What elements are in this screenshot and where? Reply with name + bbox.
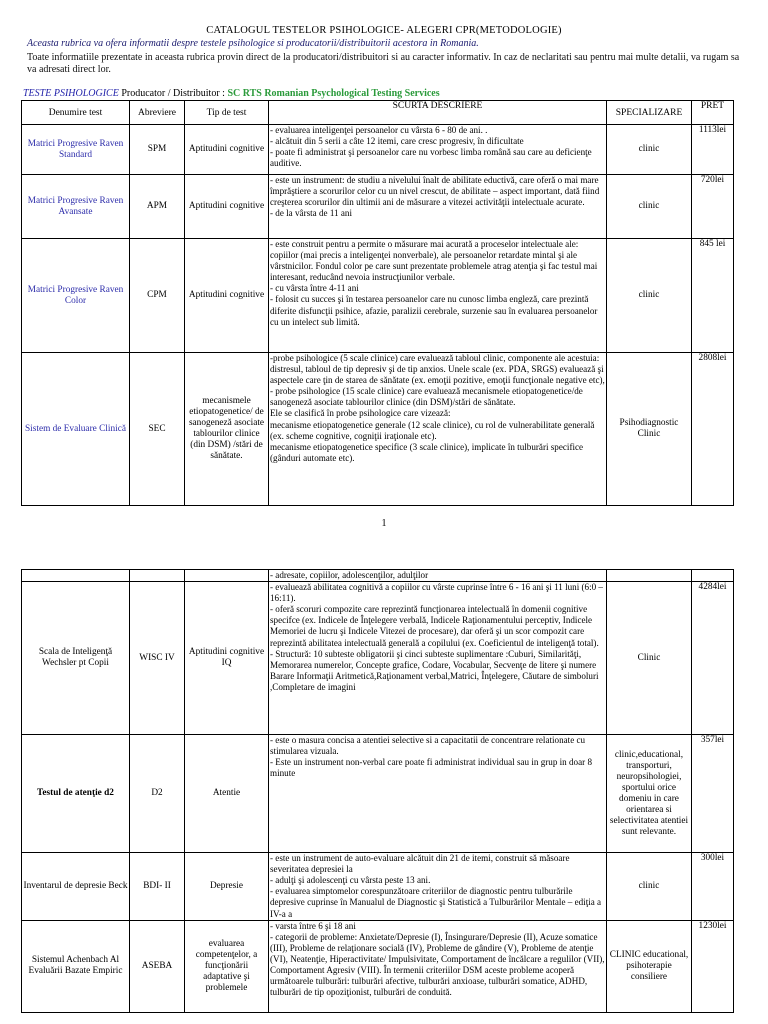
test-price: 845 lei (692, 239, 734, 353)
description-line: - folosit cu succes şi în testarea persoanelor care nu cunosc limba engleză, care prezintă diferite disfuncţii psihice, afazie, paralizii cerebrale, surzenie sau în evaluarea persoanelor cu un intelect sub limită. (270, 294, 598, 327)
test-description (269, 853, 607, 921)
table-row (22, 175, 734, 239)
header-abbr: Abreviere (130, 101, 185, 125)
test-description (269, 239, 607, 353)
test-name: Testul de atenţie d2 (22, 735, 130, 853)
test-name: Matrici Progresive Raven Standard (22, 125, 130, 175)
table-row (22, 853, 734, 921)
test-specialization (607, 570, 692, 582)
test-type: Atentie (185, 735, 269, 853)
table-header-row (22, 101, 734, 125)
test-specialization: CLINIC educational, psihoterapie consiliere (607, 920, 692, 1012)
test-description (269, 582, 607, 735)
header-type: Tip de test (185, 101, 269, 125)
test-name: Sistemul Achenbach Al Evaluării Bazate Empiric (22, 920, 130, 1012)
test-specialization: clinic (607, 853, 692, 921)
test-abbreviation: D2 (130, 735, 185, 853)
description-line: - probe psihologice (15 scale clinice) care evaluează mecanismele etiopatogenetice/de sanogeneză asociate tablourilor clinice (din DSM)/stări de sănătate. (270, 386, 583, 408)
test-specialization: clinic (607, 175, 692, 239)
description-line: - este un instrument: de studiu a nivelului înalt de abilitate eductivă, care oferă o mai mare împrăştiere a scorurilor celor cu un nivel crescut, de abilitate – aspect important, dată fiind creşterea scorurilor din ultimii ani de măsurare a vitezei activităţii intelectuale acurate. (270, 175, 600, 208)
description-line: - Este un instrument non-verbal care poate fi administrat individual sau in grup in doar 8 minute (270, 757, 592, 779)
test-description (269, 353, 607, 506)
test-abbreviation (130, 570, 185, 582)
tests-table-page2 (21, 569, 734, 1013)
test-price (692, 570, 734, 582)
tests-table-page1 (21, 100, 734, 506)
description-line: mecanisme etiopatogenetice generale (12 scale clinice), cu rol de vulnerabilitate generală (ex. scheme cognitive, cogniţii iraţionale etc). (270, 419, 595, 441)
test-price: 720lei (692, 175, 734, 239)
description-line: - Structură: 10 subteste obligatorii şi cinci subteste suplimentare :Cuburi, Similarităţi, Memorarea numerelor, Concepte grafice, Codare, Vocabular, Secvenţe de litere şi numere Barare Informaţii Aritmetică,Raţionament verbal,Matrici, Înţelegere, Căutare de simboluri ,Completare de imagini (270, 648, 599, 692)
test-price: 4284lei (692, 582, 734, 735)
test-name: Inventarul de depresie Beck (22, 853, 130, 921)
test-price: 1113lei (692, 125, 734, 175)
description-line: - cu vârsta între 4-11 ani (270, 283, 359, 294)
description-line: - este un instrument de auto-evaluare alcătuit din 21 de itemi, construit să măsoare severitatea depresiei la (270, 853, 570, 875)
test-type: mecanismele etiopatogenetice/ de sanogeneză asociate tablourilor clinice (din DSM) /stări de sănătate. (185, 353, 269, 506)
description-line: - evaluarea inteligenţei persoanelor cu vârsta 6 - 80 de ani. . (270, 125, 488, 135)
test-abbreviation: WISC IV (130, 582, 185, 735)
table-row (22, 920, 734, 1012)
test-price: 1230lei (692, 920, 734, 1012)
test-specialization: Psihodiagnostic Clinic (607, 353, 692, 506)
test-description (269, 175, 607, 239)
description-line: - adresate, copiilor, adolescenţilor, adulţilor (270, 570, 429, 580)
test-description (269, 570, 607, 582)
test-name: Sistem de Evaluare Clinică (22, 353, 130, 506)
header-spec: SPECIALIZARE (607, 101, 692, 125)
test-type: Depresie (185, 853, 269, 921)
test-type: evaluarea competenţelor, a funcţionării adaptative şi problemele (185, 920, 269, 1012)
test-type: Aptitudini cognitive IQ (185, 582, 269, 735)
test-price: 300lei (692, 853, 734, 921)
test-abbreviation: CPM (130, 239, 185, 353)
test-name: Scala de Inteligenţă Wechsler pt Copii (22, 582, 130, 735)
description-line: - oferă scoruri compozite care reprezintă funcţionarea intelectuală în domenii cognitive specifce (ex. Indicele de Înţelegere verbală, Indicele Raţionamentului perceptiv, Indicele Memoriei de lucru şi Indicele Vitezei de procesare), dar oferă şi un scor compozit care reprezintă abilitatea intelectuală generală a copilului (ex. Coeficientul de inteligenţă total). (270, 604, 599, 648)
producer-separator: Producator / Distribuitor : (118, 88, 228, 99)
page-number: 1 (381, 518, 387, 529)
test-type: Aptitudini cognitive (185, 175, 269, 239)
test-abbreviation: SPM (130, 125, 185, 175)
test-abbreviation: ASEBA (130, 920, 185, 1012)
producer-name: SC RTS Romanian Psychological Testing Services (227, 88, 440, 99)
description-line: - alcătuit din 5 serii a câte 12 itemi, care cresc progresiv, în dificultate (270, 136, 524, 147)
table-row (22, 582, 734, 735)
header-name: Denumire test (22, 101, 130, 125)
table-row (22, 353, 734, 506)
catalog-title: CATALOGUL TESTELOR PSIHOLOGICE- ALEGERI CPR(METODOLOGIE) (206, 25, 562, 36)
description-line: - de la vârsta de 11 ani (270, 208, 352, 219)
producer-label: TESTE PSIHOLOGICE (23, 88, 119, 99)
intro-note: Toate informatiile prezentate in aceasta rubrica provin direct de la producatori/distribuitori si au caracter informativ. In caz de neclaritati sau pentru mai multe detalii, va rugam sa va adresati direct lor. (27, 52, 740, 75)
test-abbreviation: SEC (130, 353, 185, 506)
description-line: -probe psihologice (5 scale clinice) care evaluează tabloul clinic, componente ale acestuia: distresul, tabloul de tip depresiv şi de tip anxios. Unele scale (ex. PDA, SRGS) evaluează şi aspectele care ţin de starea de sănătate (ex. emoţii pozitive, emoţii funcţionale negative etc), (270, 353, 605, 386)
description-line: - varsta între 6 şi 18 ani (270, 920, 356, 931)
test-name: Matrici Progresive Raven Color (22, 239, 130, 353)
table-row (22, 125, 734, 175)
test-type (185, 570, 269, 582)
table-row (22, 735, 734, 853)
description-line: - poate fi administrat şi persoanelor care nu vorbesc limba română sau care au deficienţe auditive. (270, 147, 592, 169)
description-line: Ele se clasifică în probe psihologice care vizează: (270, 408, 451, 419)
table-row (22, 239, 734, 353)
description-line: - evaluarea simptomelor corespunzătoare criteriilor de diagnostic pentru tulburările depresive cuprinse în Manualul de Diagnostic şi Statistică a Tulburărilor Mentale – ediţia a IV-a a (270, 886, 602, 919)
description-line: - categorii de probleme: Anxietate/Depresie (I), Însingurare/Depresie (II), Acuze somatice (III), Probleme de relaţionare socială (IV), Probleme de gândire (V), Probleme de atenţie (VI), Neatenţie, Hiperactivitate/ Impulsivitate, Comportament de încălcare a regulilor (VII), Comportament Agresiv (VIII). În termenii criteriilor DSM aceste probleme acoperă următoarele tulburări: tulburări afective, tulburări anxioase, tulburări somatice, ADHD, tulburări de tip opoziţionist, tulburări de conduită. (270, 931, 605, 998)
description-line: mecanisme etiopatogenetice specifice (3 scale clinice), implicate în tulburări specifice (gânduri automate etc). (270, 441, 584, 463)
test-specialization: Clinic (607, 582, 692, 735)
test-name: Matrici Progresive Raven Avansate (22, 175, 130, 239)
test-type: Aptitudini cognitive (185, 239, 269, 353)
test-description (269, 125, 607, 175)
test-price: 357lei (692, 735, 734, 853)
description-line: - este construit pentru a permite o măsurare mai acurată a proceselor intelectuale ale: copiilor (mai precis a inteligenţei nonverbale), ale persoanelor retardate mintal şi ale vârstnicilor. Fondul color pe care sunt prezentate problemele atrag atenţia şi fac testul mai interesant, reducând nevoia instrucţiunilor verbale. (270, 239, 598, 283)
description-line: - este o masura concisa a atentiei selective si a capacitatii de concentrare relationate cu stimularea vizuala. (270, 735, 586, 757)
producer-line (23, 88, 440, 99)
test-description (269, 735, 607, 853)
test-type: Aptitudini cognitive (185, 125, 269, 175)
test-abbreviation: BDI- II (130, 853, 185, 921)
intro-italic: Aceasta rubrica va ofera informatii despre testele psihologice si producatorii/distribuitorii acestora in Romania. (27, 38, 479, 49)
header-desc: SCURTA DESCRIERE (269, 101, 607, 125)
table-row (22, 570, 734, 582)
description-line: - adulţi şi adolescenţi cu vârsta peste 13 ani. (270, 875, 431, 886)
header-price: PRET (692, 101, 734, 125)
test-specialization: clinic,educational, transporturi, neuropsihologiei, sportului orice domeniu in care orientarea si selectivitatea atentiei sunt relevante. (607, 735, 692, 853)
test-price: 2808lei (692, 353, 734, 506)
description-line: - evaluează abilitatea cognitivă a copiilor cu vârste cuprinse între 6 - 16 ani şi 11 luni (6:0 – 16:11). (270, 582, 603, 604)
test-description (269, 920, 607, 1012)
test-specialization: clinic (607, 239, 692, 353)
test-name (22, 570, 130, 582)
test-abbreviation: APM (130, 175, 185, 239)
test-specialization: clinic (607, 125, 692, 175)
